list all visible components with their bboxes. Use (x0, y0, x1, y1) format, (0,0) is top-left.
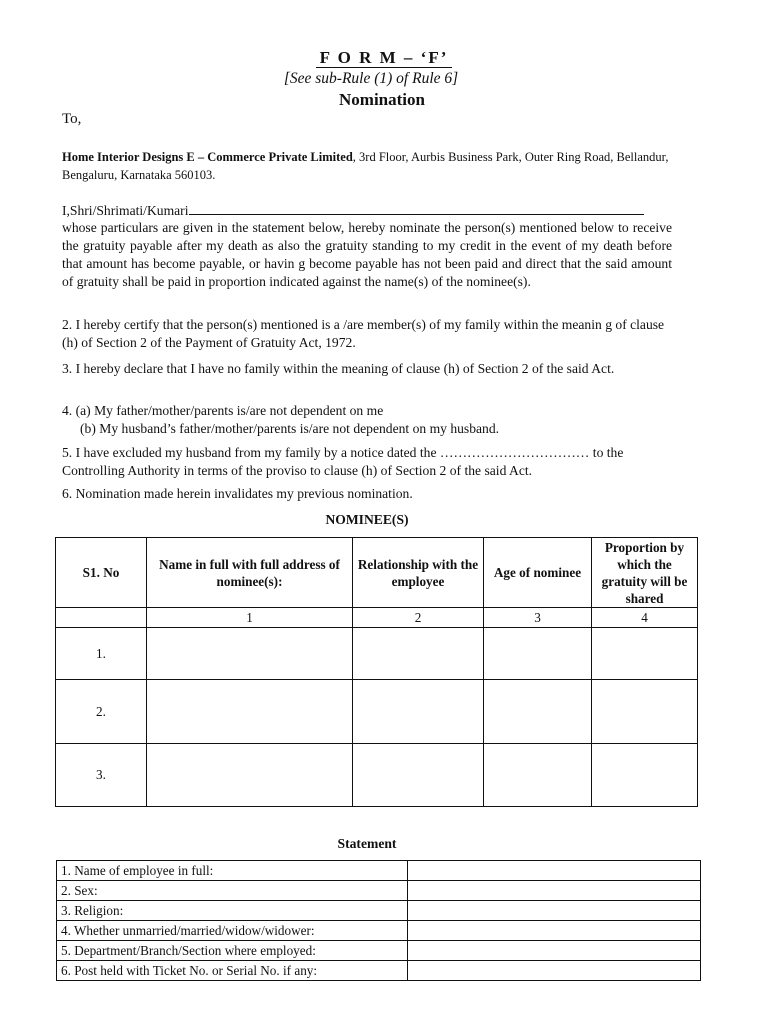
nominee-name-cell[interactable] (147, 680, 353, 744)
nominee-proportion-cell[interactable] (592, 680, 698, 744)
col-header-name: Name in full with full address of nominee(s): (147, 538, 353, 608)
statement-label: 1. Name of employee in full: (57, 861, 408, 881)
form-subtitle: [See sub-Rule (1) of Rule 6] (283, 70, 459, 87)
statement-row (57, 941, 701, 961)
nominees-heading: NOMINEE(S) (325, 512, 409, 527)
col-header-serial: S1. No (56, 538, 147, 608)
nominees-header-row (56, 538, 698, 608)
statement-row (57, 901, 701, 921)
nominee-row (56, 628, 698, 680)
col-header-age: Age of nominee (484, 538, 592, 608)
statement-label: 2. Sex: (57, 881, 408, 901)
statement-value-cell[interactable] (408, 961, 701, 981)
column-number: 3 (484, 608, 592, 628)
nominee-age-cell[interactable] (484, 628, 592, 680)
declaration-para-5: 5. I have excluded my husband from my family by a notice dated the …………………………… to the Controlling Authority in terms of the proviso to clause (h) of Section 2 of the said Act. (62, 445, 624, 478)
column-number-row (56, 608, 698, 628)
nominee-name-cell[interactable] (147, 628, 353, 680)
statement-table (56, 860, 701, 981)
nominee-serial: 2. (56, 680, 147, 744)
nominee-row (56, 744, 698, 807)
nominee-relationship-cell[interactable] (353, 628, 484, 680)
name-blank (189, 202, 644, 215)
statement-value-cell[interactable] (408, 881, 701, 901)
nominee-relationship-cell[interactable] (353, 744, 484, 807)
statement-heading: Statement (337, 836, 397, 851)
statement-label: 4. Whether unmarried/married/widow/widower: (57, 921, 408, 941)
form-title: F O R M – ‘F’ (0, 48, 768, 68)
declaration-para-4b: (b) My husband’s father/mother/parents is/are not dependent on my husband. (80, 421, 500, 436)
statement-label: 5. Department/Branch/Section where employed: (57, 941, 408, 961)
nominee-name-cell[interactable] (147, 744, 353, 807)
column-number: 2 (353, 608, 484, 628)
declaration-para-6: 6. Nomination made herein invalidates my previous nomination. (62, 486, 413, 501)
statement-label: 6. Post held with Ticket No. or Serial No. if any: (57, 961, 408, 981)
nominee-serial: 3. (56, 744, 147, 807)
statement-label: 3. Religion: (57, 901, 408, 921)
nominee-age-cell[interactable] (484, 744, 592, 807)
statement-value-cell[interactable] (408, 941, 701, 961)
company-address (62, 148, 672, 184)
address-text: , 3rd Floor, Aurbis Business Park, Outer Ring Road, Bellandur, Bengaluru, Karnataka 560103. (62, 150, 669, 182)
statement-value-cell[interactable] (408, 861, 701, 881)
nominees-table (55, 537, 698, 807)
column-number: 4 (592, 608, 698, 628)
to-label: To, (62, 111, 82, 127)
statement-value-cell[interactable] (408, 921, 701, 941)
col-header-relationship: Relationship with the employee (353, 538, 484, 608)
column-number (56, 608, 147, 628)
declaration-para-1: whose particulars are given in the statement below, hereby nominate the person(s) mentioned below to receive the gratuity payable after my death as also the gratuity standing to my credit in the event of my death before that amount has become payable, or havin g become payable has not been paid and direct that the said amount of gratuity shall be paid in proportion indicated against the name(s) of the nominee(s). (62, 220, 672, 289)
statement-value-cell[interactable] (408, 901, 701, 921)
column-number: 1 (147, 608, 353, 628)
form-heading: Nomination (339, 90, 425, 109)
salutation: I,Shri/Shrimati/Kumari (62, 203, 189, 218)
nominee-serial: 1. (56, 628, 147, 680)
declaration-para-3: 3. I hereby declare that I have no family within the meaning of clause (h) of Section 2 of the said Act. (62, 361, 615, 376)
nominee-relationship-cell[interactable] (353, 680, 484, 744)
statement-row (57, 881, 701, 901)
col-header-proportion: Proportion by which the gratuity will be shared (592, 538, 698, 608)
nominee-row (56, 680, 698, 744)
declaration-para-2: 2. I hereby certify that the person(s) mentioned is a /are member(s) of my family within the meanin g of clause (h) of Section 2 of the Payment of Gratuity Act, 1972. (62, 317, 665, 350)
nominee-proportion-cell[interactable] (592, 628, 698, 680)
salutation-line (62, 202, 672, 220)
nominee-age-cell[interactable] (484, 680, 592, 744)
nominee-proportion-cell[interactable] (592, 744, 698, 807)
statement-row (57, 961, 701, 981)
company-name: Home Interior Designs E – Commerce Private Limited (62, 150, 353, 164)
statement-row (57, 861, 701, 881)
statement-row (57, 921, 701, 941)
declaration-para-4a: 4. (a) My father/mother/parents is/are not dependent on me (62, 403, 384, 418)
